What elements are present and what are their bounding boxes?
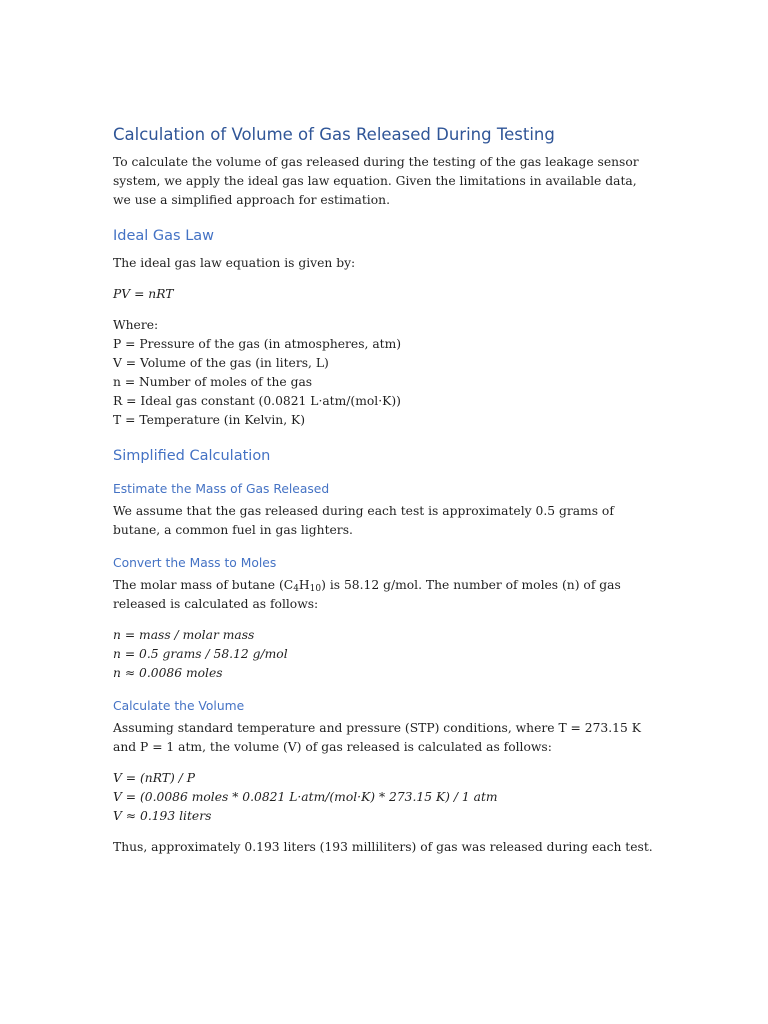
moles-equations [113,626,658,683]
conclusion-paragraph: Thus, approximately 0.193 liters (193 milliliters) of gas was released during each test. [113,840,653,855]
ideal-gas-equation: PV = nRT [113,287,174,302]
definition-pressure: P = Pressure of the gas (in atmospheres, atm) [113,337,402,352]
moles-paragraph: The molar mass of butane $(C_4H_{10})$ is 58.12 g/mol. The number of moles (n) of gas released is calculated as follows: [113,578,621,612]
subheading-estimate-mass: Estimate the Mass of Gas Released [113,482,330,497]
document-body [113,124,658,869]
volume-equation-line: V ≈ 0.193 liters [113,809,212,824]
subheading-convert-moles: Convert the Mass to Moles [113,556,277,571]
intro-paragraph: To calculate the volume of gas released during the testing of the gas leakage sensor system, we apply the ideal gas law equation. Given the limitations in available data, we use a simplified approach for estimation. [113,155,639,208]
definition-gas-constant: R = Ideal gas constant (0.0821 L·atm/(mol·K)) [113,394,401,409]
volume-equations [113,769,658,826]
volume-equation-line: V = (nRT) / P [113,771,195,786]
document-title: Calculation of Volume of Gas Released During Testing [113,125,555,144]
moles-equation-line: n ≈ 0.0086 moles [113,666,223,681]
definitions-block [113,316,658,430]
section-heading-simplified-calculation: Simplified Calculation [113,448,271,465]
definition-temperature: T = Temperature (in Kelvin, K) [113,413,306,428]
ideal-gas-lead: The ideal gas law equation is given by: [113,256,356,271]
definition-moles: n = Number of moles of the gas [113,375,313,390]
moles-equation-line: n = mass / molar mass [113,628,255,643]
where-label: Where: [113,318,159,333]
subheading-calculate-volume: Calculate the Volume [113,699,245,714]
definition-volume: V = Volume of the gas (in liters, L) [113,356,329,371]
volume-equation-line: V = (0.0086 moles * 0.0821 L·atm/(mol·K) * 273.15 K) / 1 atm [113,790,498,805]
mass-paragraph: We assume that the gas released during each test is approximately 0.5 grams of butane, a common fuel in gas lighters. [113,504,614,538]
section-heading-ideal-gas-law: Ideal Gas Law [113,228,215,245]
moles-equation-line: n = 0.5 grams / 58.12 g/mol [113,647,288,662]
volume-paragraph: Assuming standard temperature and pressure (STP) conditions, where T = 273.15 K and P = 1 atm, the volume (V) of gas released is calculated as follows: [113,721,641,755]
